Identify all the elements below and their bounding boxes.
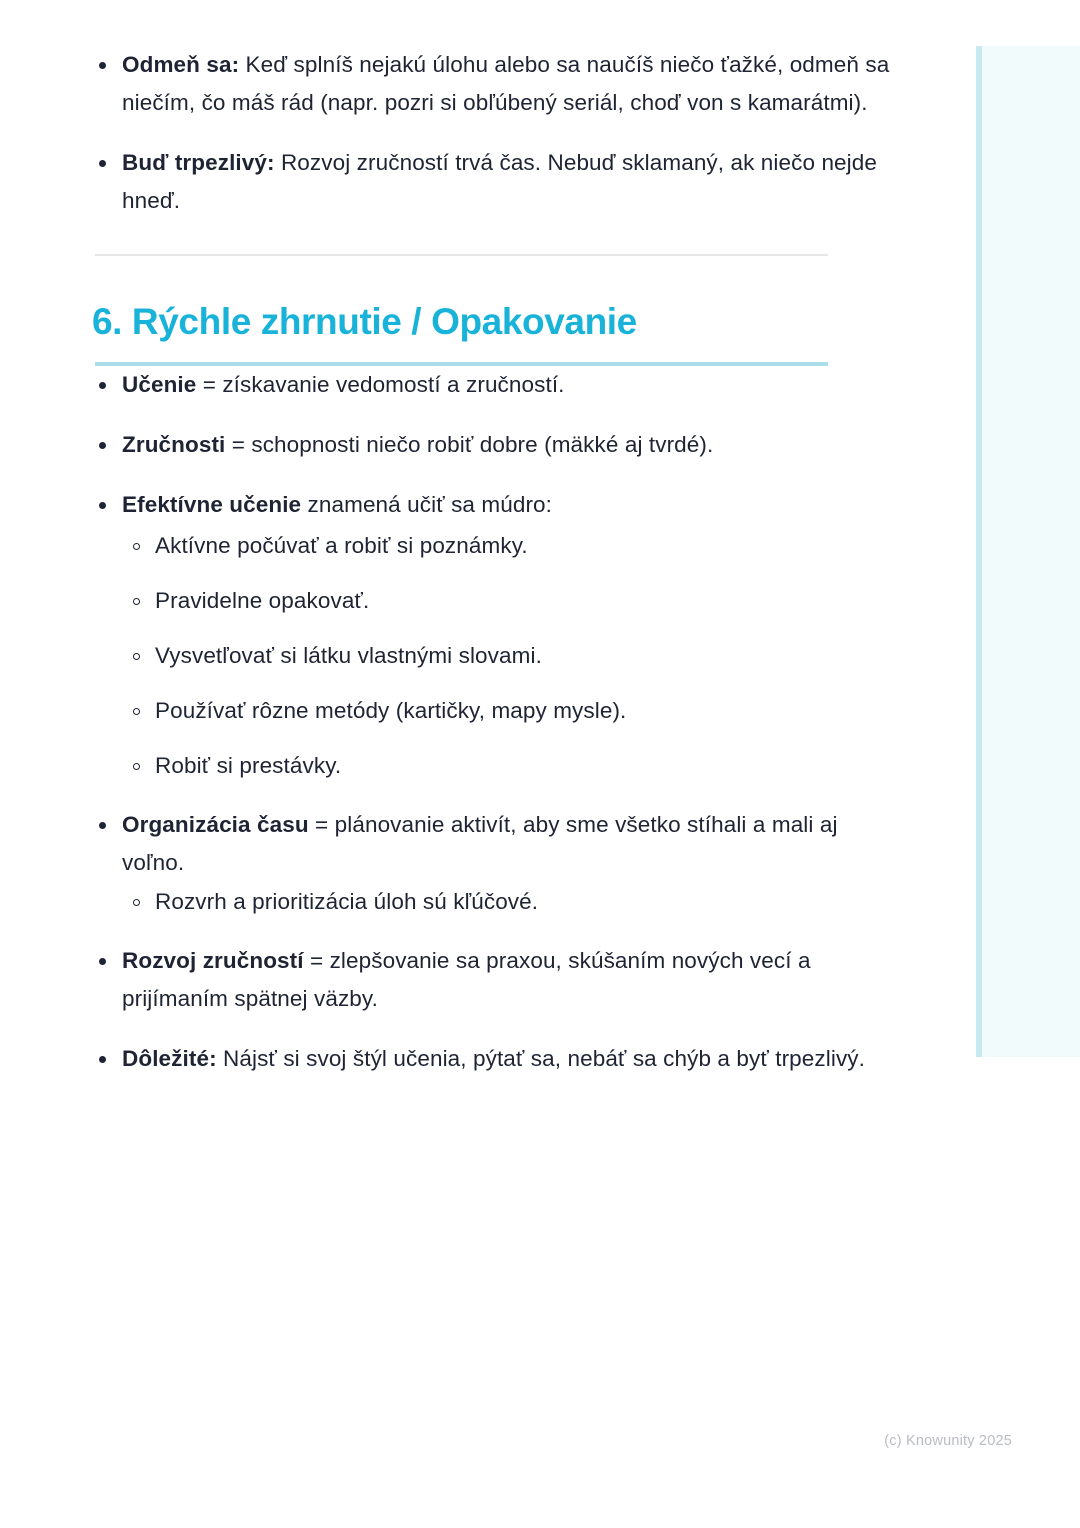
sub-list-item: Robiť si prestávky. <box>122 748 900 784</box>
list-item-term: Buď trpezlivý: <box>122 150 275 175</box>
list-item-term: Dôležité: <box>122 1046 217 1071</box>
list-item-text: znamená učiť sa múdro: <box>301 492 553 517</box>
sub-list-item: Aktívne počúvať a robiť si poznámky. <box>122 528 900 564</box>
list-item <box>0 46 900 122</box>
list-item-term: Organizácia času <box>122 812 309 837</box>
list-item-text: = schopnosti niečo robiť dobre (mäkké aj tvrdé). <box>225 432 714 457</box>
list-item-term: Rozvoj zručností <box>122 948 304 973</box>
list-item-term: Efektívne učenie <box>122 492 302 517</box>
right-accent-band <box>976 46 1080 1057</box>
list-item-text: Nájsť si svoj štýl učenia, pýtať sa, nebáť sa chýb a byť trpezlivý. <box>216 1046 865 1071</box>
list-item <box>0 144 900 220</box>
list-item <box>0 806 900 920</box>
sub-list <box>122 884 900 920</box>
footer-copyright: (c) Knowunity 2025 <box>884 1433 1012 1449</box>
sub-list-item: Používať rôzne metódy (kartičky, mapy mysle). <box>122 693 900 729</box>
top-bullet-list <box>0 46 900 220</box>
list-item-term: Zručnosti <box>122 432 226 457</box>
list-item-text: = plánovanie aktivít, aby sme všetko stíhali a mali aj voľno. <box>122 812 838 875</box>
list-item <box>0 366 900 404</box>
list-item-text: = zlepšovanie sa praxou, skúšaním nových vecí a prijímaním spätnej väzby. <box>122 948 811 1011</box>
list-item-term: Učenie <box>122 372 197 397</box>
section-heading: 6. Rýchle zhrnutie / Opakovanie <box>92 301 637 342</box>
list-item <box>0 1040 900 1078</box>
list-item <box>0 942 900 1018</box>
sub-list <box>122 528 900 784</box>
list-item-text: Keď splníš nejakú úlohu alebo sa naučíš niečo ťažké, odmeň sa niečím, čo máš rád (napr. pozri si obľúbený seriál, choď von s kamarátmi). <box>122 52 890 115</box>
list-item <box>0 486 900 784</box>
list-item <box>0 426 900 464</box>
sub-list-item: Vysvetľovať si látku vlastnými slovami. <box>122 638 900 674</box>
sub-list-item: Rozvrh a prioritizácia úloh sú kľúčové. <box>122 884 900 920</box>
list-item-text: Rozvoj zručností trvá čas. Nebuď sklamaný, ak niečo nejde hneď. <box>122 150 877 213</box>
section-divider <box>95 254 828 256</box>
summary-bullet-list <box>0 366 900 1078</box>
list-item-text: = získavanie vedomostí a zručností. <box>196 372 565 397</box>
sub-list-item: Pravidelne opakovať. <box>122 583 900 619</box>
list-item-term: Odmeň sa: <box>122 52 240 77</box>
